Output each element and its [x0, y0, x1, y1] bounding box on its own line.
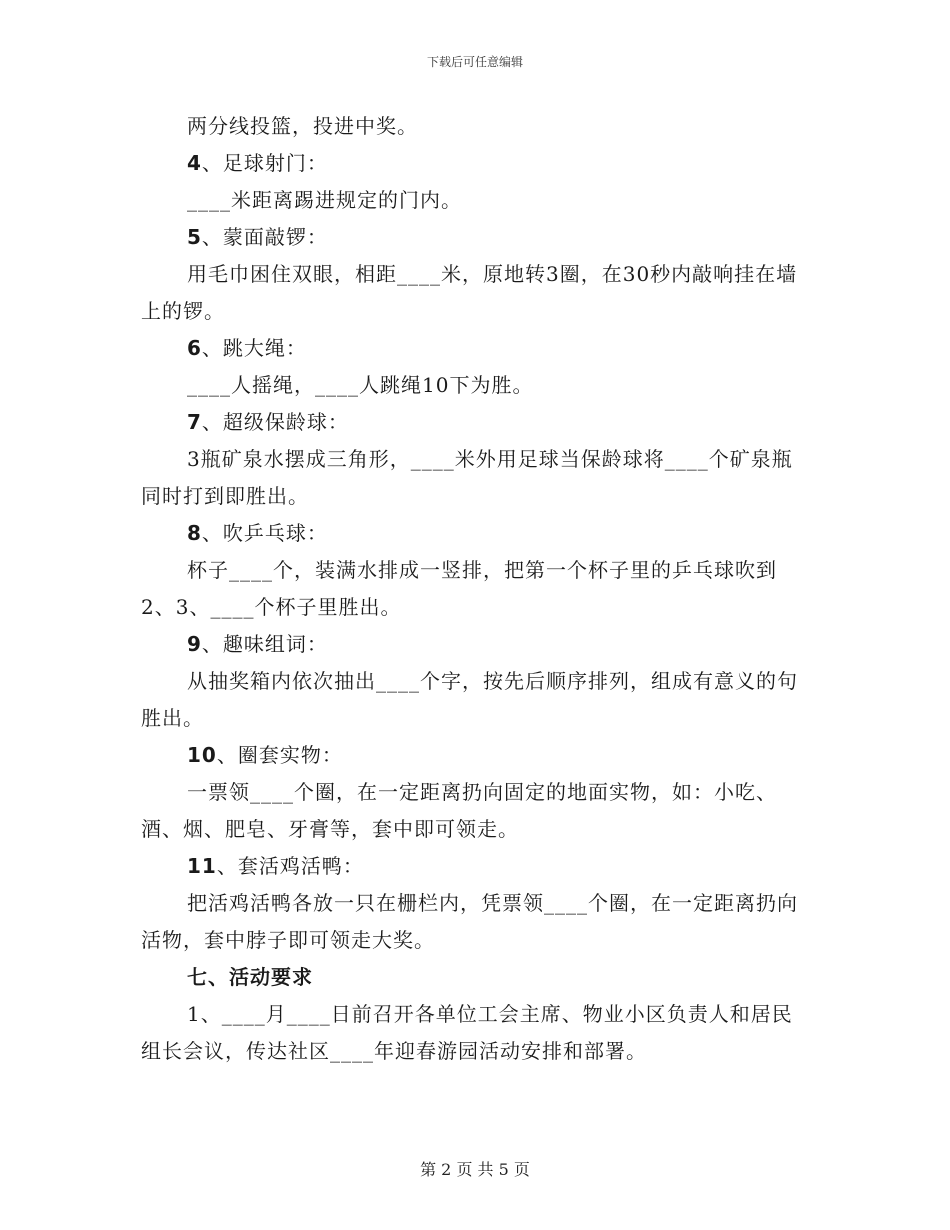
page-footer: 第 2 页 共 5 页 [420, 1160, 530, 1179]
item-number: 4 [187, 151, 202, 175]
item-heading: 9、趣味组词： [187, 632, 328, 656]
item-number: 9 [187, 632, 202, 656]
document-body [141, 108, 811, 1070]
paragraph: 把活鸡活鸭各放一只在栅栏内，凭票领____个圈，在一定距离扔向活物，套中脖子即可领走大奖。 [141, 891, 798, 952]
paragraph: 3瓶矿泉水摆成三角形，____米外用足球当保龄球将____个矿泉瓶同时打到即胜出。 [141, 447, 793, 508]
paragraph: 一票领____个圈，在一定距离扔向固定的地面实物，如：小吃、酒、烟、肥皂、牙膏等，套中即可领走。 [141, 780, 777, 841]
item-heading: 10、圈套实物： [187, 743, 343, 767]
item-heading: 5、蒙面敲锣： [187, 225, 328, 249]
item-heading: 7、超级保龄球： [187, 410, 349, 434]
item-number: 5 [187, 225, 202, 249]
paragraph: 从抽奖箱内依次抽出____个字，按先后顺序排列，组成有意义的句胜出。 [141, 669, 798, 730]
paragraph: ____人摇绳，____人跳绳10下为胜。 [187, 373, 534, 397]
item-heading: 11、套活鸡活鸭： [187, 854, 364, 878]
paragraph: ____米距离踢进规定的门内。 [187, 188, 462, 212]
item-heading: 8、吹乒乓球： [187, 521, 328, 545]
item-number: 7 [187, 410, 202, 434]
paragraph: 1、____月____日前召开各单位工会主席、物业小区负责人和居民组长会议，传达社区____年迎春游园活动安排和部署。 [141, 1002, 793, 1063]
item-heading: 4、足球射门： [187, 151, 328, 175]
page-header: 下载后可任意编辑 [426, 55, 523, 69]
section-heading: 七、活动要求 [187, 965, 313, 989]
item-number: 11 [187, 854, 217, 878]
item-number: 6 [187, 336, 202, 360]
paragraph: 两分线投篮，投进中奖。 [187, 114, 418, 138]
item-heading: 6、跳大绳： [187, 336, 307, 360]
paragraph: 杯子____个，装满水排成一竖排，把第一个杯子里的乒乓球吹到2、3、____个杯子里胜出。 [141, 558, 777, 619]
paragraph: 用毛巾困住双眼，相距____米，原地转3圈，在30秒内敲响挂在墙上的锣。 [141, 262, 798, 323]
item-number: 10 [187, 743, 217, 767]
item-number: 8 [187, 521, 202, 545]
